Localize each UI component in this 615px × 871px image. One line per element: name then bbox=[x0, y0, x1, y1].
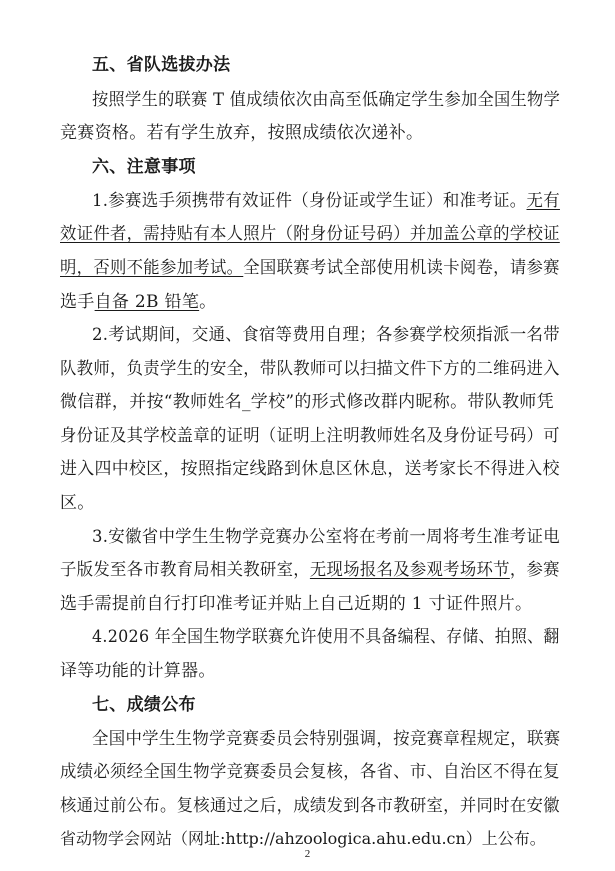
notice-item-4-line: 4.2026 年全国生物学联赛允许使用不具备编程、存储、拍照、翻 bbox=[92, 627, 560, 647]
notice-item-2-line: 微信群，并按“教师姓名_学校”的形式修改群内昵称。带队教师凭 bbox=[60, 392, 554, 412]
notice-item-3-line: 选手需提前自行打印准考证并贴上自己近期的 1 寸证件照片。 bbox=[60, 594, 533, 614]
underlined-requirement: 无有 bbox=[526, 191, 560, 211]
notice-item-3-line: 3.安徽省中学生生物学竞赛办公室将在考前一周将考生准考证电 bbox=[92, 527, 560, 547]
notice-item-1-text: 全国联赛考试全部使用机读卡阅卷，请参赛 bbox=[243, 258, 560, 278]
section-7-paragraph-line: 省动物学会网站（网址:http://ahzoologica.ahu.edu.cn）上公布。 bbox=[60, 829, 546, 848]
section-5-paragraph-line: 竞赛资格。若有学生放弃，按照成绩依次递补。 bbox=[60, 123, 424, 143]
notice-item-1-line bbox=[60, 256, 560, 280]
page-number: 2 bbox=[304, 848, 311, 860]
notice-item-1-text: 选手 bbox=[60, 292, 95, 312]
underlined-requirement: 明，否则不能参加考试。 bbox=[60, 258, 244, 278]
notice-item-3-text: 子版发至各市教育局相关教研室， bbox=[60, 560, 310, 580]
section-7-paragraph-line: 全国中学生生物学竞赛委员会特别强调，按竞赛章程规定，联赛 bbox=[92, 729, 561, 749]
notice-item-3-line bbox=[60, 558, 560, 582]
notice-item-2-line: 进入四中校区，按照指定线路到休息区休息，送考家长不得进入校 bbox=[60, 459, 560, 479]
notice-item-2-line: 2.考试期间，交通、食宿等费用自理；各参赛学校须指派一名带 bbox=[92, 325, 560, 345]
section-7-paragraph-line: 核通过前公布。复核通过之后，成绩发到各市教研室，并同时在安徽 bbox=[60, 796, 560, 816]
section-7-heading: 七、成绩公布 bbox=[92, 695, 196, 715]
underlined-requirement: 无现场报名及参观考场环节 bbox=[309, 560, 510, 580]
section-5-heading: 五、省队选拔办法 bbox=[92, 55, 231, 75]
notice-item-2-line: 队教师，负责学生的安全，带队教师可以扫描文件下方的二维码进入 bbox=[60, 359, 560, 379]
section-7-paragraph-line: 成绩必须经全国生物学竞赛委员会复核，各省、市、自治区不得在复 bbox=[60, 762, 560, 782]
notice-item-1-text: 。 bbox=[199, 292, 217, 312]
notice-item-1-line bbox=[92, 189, 560, 213]
notice-item-1-text: 1.参赛选手须携带有效证件（身份证或学生证）和准考证。 bbox=[92, 191, 527, 211]
notice-item-3-text: ，参赛 bbox=[509, 560, 560, 580]
underlined-requirement: 效证件者，需持贴有本人照片（附身份证号码）并加盖公章的学校证 bbox=[60, 224, 560, 244]
section-6-heading: 六、注意事项 bbox=[92, 157, 196, 177]
notice-item-2-line: 区。 bbox=[60, 493, 95, 513]
notice-item-2-line: 身份证及其学校盖章的证明（证明上注明教师姓名及身份证号码）可 bbox=[60, 426, 560, 446]
notice-item-4-line: 译等功能的计算器。 bbox=[60, 661, 216, 681]
notice-item-1-line bbox=[60, 290, 216, 314]
section-5-paragraph-line: 按照学生的联赛 T 值成绩依次由高至低确定学生参加全国生物学 bbox=[92, 90, 561, 110]
underlined-requirement: 自备 2B 铅笔 bbox=[94, 292, 200, 312]
